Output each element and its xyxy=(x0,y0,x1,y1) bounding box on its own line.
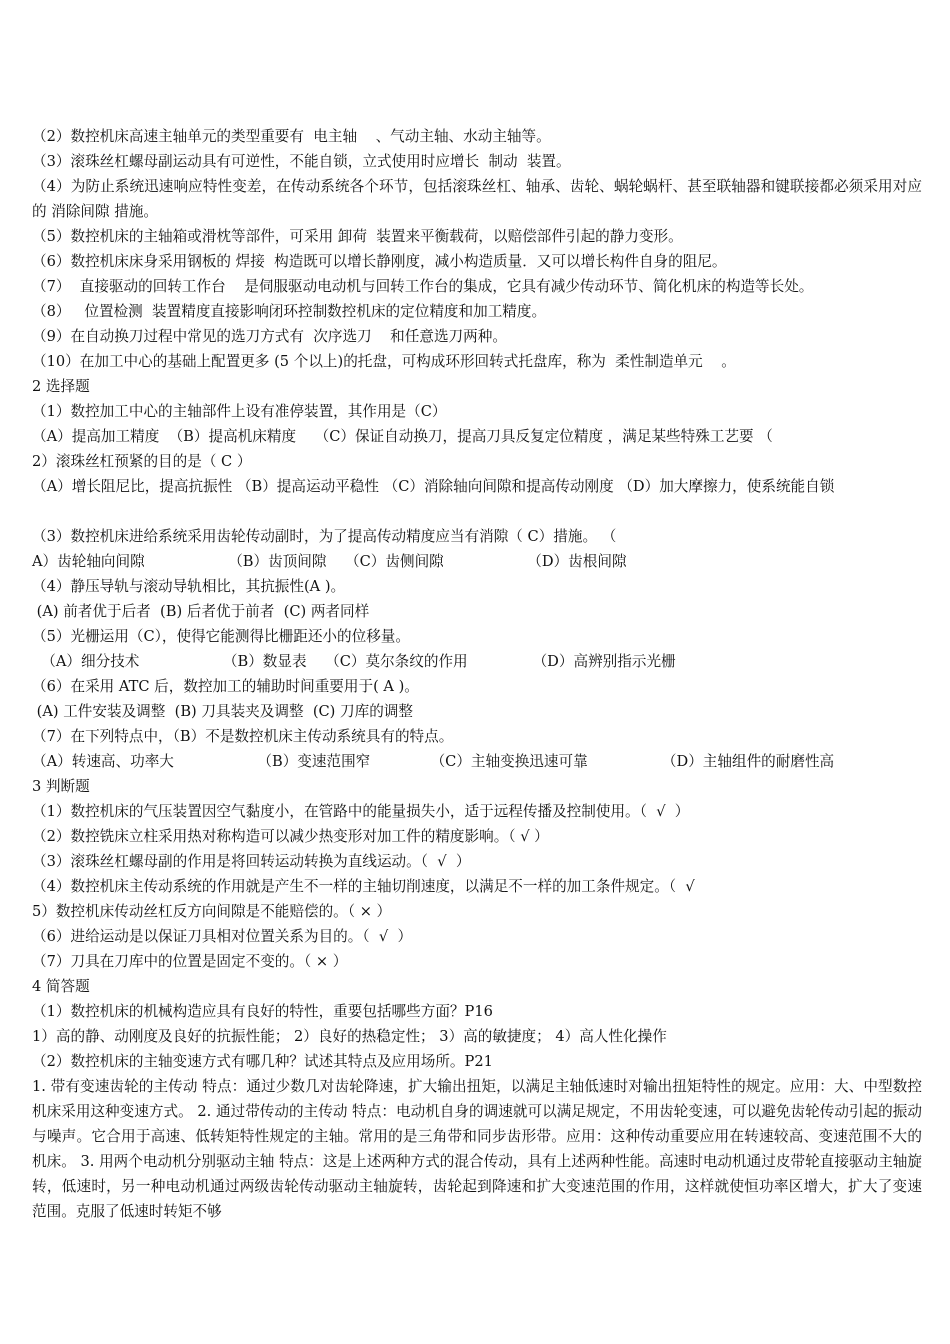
text-line: 2）滚珠丝杠预紧的目的是（ C ） xyxy=(32,453,252,470)
text-line: （7）在下列特点中，（B）不是数控机床主传动系统具有的特点。 xyxy=(32,728,454,745)
text-line: （5）数控机床的主轴箱或滑枕等部件，可采用 卸荷 装置来平衡载荷，以赔偿部件引起的静力变形。 xyxy=(32,228,683,245)
text-line: （A）转速高、功率大 （B）变速范围窄 （C）主轴变换迅速可靠 （D）主轴组件的耐磨性高 xyxy=(32,753,835,770)
text-line: （5）光栅运用（C），使得它能测得比栅距还小的位移量。 xyxy=(32,628,410,645)
text-line: （1）数控机床的气压装置因空气黏度小，在管路中的能量损失小，适于远程传播及控制使用。（ √ ） xyxy=(32,803,690,820)
text-line: （9）在自动换刀过程中常见的选刀方式有 次序选刀 和任意选刀两种。 xyxy=(32,328,507,345)
text-line: （10）在加工中心的基础上配置更多 (5 个以上)的托盘，可构成环形回转式托盘库，称为 柔性制造单元 。 xyxy=(32,353,736,370)
text-line: （A）提高加工精度 （B）提高机床精度 （C）保证自动换刀，提高刀具反复定位精度 ，满足某些特殊工艺要 （ xyxy=(32,428,773,445)
text-line: （3）滚珠丝杠螺母副的作用是将回转运动转换为直线运动。（ √ ） xyxy=(32,853,471,870)
text-line: （4）数控机床主传动系统的作用就是产生不一样的主轴切削速度，以满足不一样的加工条件规定。（ √ xyxy=(32,878,695,895)
text-line: （3）数控机床进给系统采用齿轮传动副时，为了提高传动精度应当有消隙（ C）措施。 （ xyxy=(32,528,617,545)
text-paragraph: （4）为防止系统迅速响应特性变差，在传动系统各个环节，包括滚珠丝杠、轴承、齿轮、蜗轮蜗杆、甚至联轴器和键联接都必须采用对应的 消除间隙 措施。 xyxy=(32,178,922,220)
text-line: A）齿轮轴向间隙 （B）齿顶间隙 （C）齿侧间隙 （D）齿根间隙 xyxy=(32,553,627,570)
section-heading: 4 简答题 xyxy=(32,978,90,995)
text-line: （6）在采用 ATC 后，数控加工的辅助时间重要用于( A )。 xyxy=(32,678,419,695)
section-heading: 3 判断题 xyxy=(32,778,90,795)
text-line: （8） 位置检测 装置精度直接影响闭环控制数控机床的定位精度和加工精度。 xyxy=(32,303,547,320)
answer-paragraph: 1. 带有变速齿轮的主传动 特点：通过少数几对齿轮降速，扩大输出扭矩，以满足主轴低速时对输出扭矩特性的规定。应用：大、中型数控机床采用这种变速方式。 2. 通过带传动的主传动 特点：电动机自身的调速就可以满足规定，不用齿轮变速，可以避免齿轮传动引起的振动与噪声。它合用于高速、低转矩特性规定的主轴。常用的是三角带和同步齿形带。应用：这种传动重要应用在转速较高、变速范围不大的机床。 3. 用两个电动机分别驱动主轴 特点：这是上述两种方式的混合传动，具有上述两种性能。高速时电动机通过皮带轮直接驱动主轴旋转，低速时，另一种电动机通过两级齿轮传动驱动主轴旋转，齿轮起到降速和扩大变速范围的作用，这样就使恒功率区增大，扩大了变速范围。克服了低速时转矩不够 xyxy=(32,1078,922,1220)
text-line: （3）滚珠丝杠螺母副运动具有可逆性，不能自锁，立式使用时应增长 制动 装置。 xyxy=(32,153,571,170)
section-heading: 2 选择题 xyxy=(32,378,90,395)
text-line: （2）数控机床高速主轴单元的类型重要有 电主轴 、气动主轴、水动主轴等。 xyxy=(32,128,551,145)
text-line: （7） 直接驱动的回转工作台 是伺服驱动电动机与回转工作台的集成，它具有减少传动环节、简化机床的构造等长处。 xyxy=(32,278,814,295)
text-line: (A) 前者优于后者 (B) 后者优于前者 (C) 两者同样 xyxy=(32,603,370,620)
text-line: (A) 工件安装及调整 (B) 刀具装夹及调整 (C) 刀库的调整 xyxy=(32,703,413,720)
text-line: （7）刀具在刀库中的位置是固定不变的。（ × ） xyxy=(32,953,348,970)
text-line: （1）数控加工中心的主轴部件上设有准停装置，其作用是（C） xyxy=(32,403,447,420)
text-line: 1）高的静、动刚度及良好的抗振性能； 2）良好的热稳定性； 3）高的敏捷度； 4）高人性化操作 xyxy=(32,1028,667,1045)
text-line: （1）数控机床的机械构造应具有良好的特性，重要包括哪些方面？P16 xyxy=(32,1003,493,1020)
text-line: 5）数控机床传动丝杠反方向间隙是不能赔偿的。（ × ） xyxy=(32,903,392,920)
text-line: （6）进给运动是以保证刀具相对位置关系为目的。（ √ ） xyxy=(32,928,413,945)
text-line: （A）细分技术 （B）数显表 （C）莫尔条纹的作用 （D）高辨别指示光栅 xyxy=(32,653,676,670)
text-line: （2）数控机床的主轴变速方式有哪几种？试述其特点及应用场所。P21 xyxy=(32,1053,493,1070)
text-line: （4）静压导轨与滚动导轨相比，其抗振性(A )。 xyxy=(32,578,346,595)
text-paragraph: （A）增长阻尼比，提高抗振性 （B）提高运动平稳性 （C）消除轴向间隙和提高传动刚度 （D）加大摩擦力，使系统能自锁 xyxy=(32,478,835,495)
text-line: （2）数控铣床立柱采用热对称构造可以减少热变形对加工件的精度影响。（ √ ） xyxy=(32,828,549,845)
text-line: （6）数控机床床身采用钢板的 焊接 构造既可以增长静刚度，减小构造质量．又可以增长构件自身的阻尼。 xyxy=(32,253,727,270)
